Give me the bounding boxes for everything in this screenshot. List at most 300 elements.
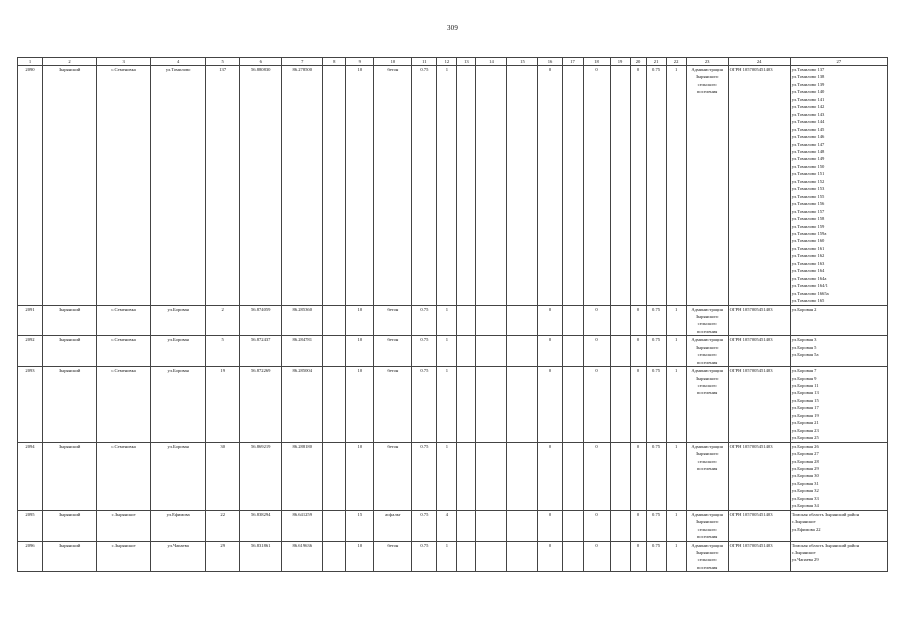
owner-line: сельского: [697, 557, 717, 563]
served-addresses-cell: [790, 510, 887, 541]
row-number: 2094: [18, 442, 43, 510]
page-number: 309: [446, 24, 459, 32]
row-number: 2096: [18, 541, 43, 572]
owner-line: Зырянского: [695, 550, 719, 555]
owner-line: Администрация: [691, 368, 723, 374]
empty-cell: [323, 367, 346, 443]
address-line: с.Зырянское: [791, 519, 816, 525]
settlement-cell: с.Зырянское: [97, 541, 151, 572]
zero-cell: 0: [630, 305, 646, 336]
address-line: ул.Боровая 34: [791, 503, 819, 509]
volume-cell: 0.75: [412, 66, 437, 306]
street-cell: ул.Чапаева: [151, 541, 206, 572]
address-line: ул.Боровая 5: [791, 344, 817, 350]
zero-cell: 0: [630, 66, 646, 306]
column-number: 22: [666, 58, 686, 66]
address-line: ул.Томилово 152: [791, 178, 825, 184]
table-row: [18, 305, 888, 336]
district-cell: Зырянский: [43, 336, 97, 367]
address-line: ул.Томилово 1665а: [791, 290, 829, 296]
owner-line: поселения: [696, 534, 718, 540]
surface-material-cell: бетон: [374, 541, 412, 572]
owner-cell: [686, 510, 728, 541]
owner-line: Администрация: [691, 67, 723, 72]
column-number: 9: [346, 58, 374, 66]
address-line: ул.Боровая 19: [791, 412, 819, 418]
zero-cell: 0: [630, 541, 646, 572]
house-cell: 137: [206, 66, 240, 306]
row-number: 2091: [18, 305, 43, 336]
district-cell: Зырянский: [43, 367, 97, 443]
address-line: ул.Боровая 32: [791, 488, 819, 494]
address-line: ул.Томилово 159: [791, 223, 825, 229]
longitude-cell: 86.641259: [282, 510, 323, 541]
settlement-cell: с.Семеновка: [97, 66, 151, 306]
owner-line: Зырянского: [695, 344, 719, 350]
empty-cell: [562, 510, 583, 541]
column-number: 14: [476, 58, 507, 66]
served-addresses-cell: [790, 442, 887, 510]
empty-cell: [457, 442, 476, 510]
street-cell: ул.Боровая: [151, 442, 206, 510]
owner-line: Зырянского: [695, 451, 719, 457]
area-cell: 10: [346, 541, 374, 572]
longitude-cell: 86.288180: [282, 442, 323, 510]
settlement-cell: с.Семеновка: [97, 367, 151, 443]
surface-material-cell: асфальт: [374, 510, 412, 541]
owner-line: Администрация: [691, 542, 723, 548]
surface-material-cell: бетон: [374, 336, 412, 367]
container-count-cell: 1: [437, 305, 457, 336]
empty-cell: [457, 367, 476, 443]
longitude-cell: 86.284781: [282, 336, 323, 367]
zero-cell: 0: [538, 367, 562, 443]
empty-cell: [610, 510, 630, 541]
container-count-cell: 4: [437, 510, 457, 541]
column-number: 7: [282, 58, 323, 66]
empty-cell: [562, 442, 583, 510]
owner-line: сельского: [697, 321, 717, 327]
owner-line: поселения: [696, 466, 718, 472]
address-line: ул.Боровая 21: [791, 420, 819, 426]
address-line: Томская область Зырянский район: [791, 511, 860, 517]
empty-cell: [476, 66, 507, 306]
latitude-cell: 56.831861: [240, 541, 282, 572]
address-line: ул.Томилово 164/1: [791, 283, 828, 289]
settlement-cell: с.Семеновка: [97, 336, 151, 367]
address-line: ул.Томилово 162: [791, 253, 825, 259]
empty-cell: [610, 442, 630, 510]
column-number: 3: [97, 58, 151, 66]
table-row: [18, 336, 888, 367]
surface-material-cell: бетон: [374, 442, 412, 510]
volume-cell: 0.75: [646, 305, 666, 336]
empty-cell: [562, 305, 583, 336]
address-line: ул.Боровая 33: [791, 495, 819, 501]
column-number: 21: [646, 58, 666, 66]
empty-cell: [457, 66, 476, 306]
empty-cell: [562, 66, 583, 306]
house-cell: 30: [206, 442, 240, 510]
address-line: ул.Томилово 137: [791, 67, 825, 72]
owner-line: Администрация: [691, 511, 723, 517]
ogrn-cell: ОГРН 1057005451403: [728, 305, 790, 336]
address-line: ул.Боровая 27: [791, 451, 819, 457]
empty-cell: [507, 442, 538, 510]
latitude-cell: 56.872437: [240, 336, 282, 367]
empty-cell: [507, 367, 538, 443]
zero-cell: 0: [538, 541, 562, 572]
address-line: ул.Боровая 17: [791, 405, 819, 411]
owner-cell: [686, 305, 728, 336]
zero-cell: 0: [630, 336, 646, 367]
owner-cell: [686, 541, 728, 572]
address-line: ул.Томилово 139: [791, 81, 825, 87]
owner-line: Зырянского: [695, 375, 719, 381]
address-line: ул.Ефимова 22: [791, 526, 821, 532]
area-cell: 15: [346, 510, 374, 541]
empty-cell: [610, 541, 630, 572]
empty-cell: [610, 367, 630, 443]
address-line: ул.Томилово 140: [791, 89, 825, 95]
empty-cell: [457, 305, 476, 336]
empty-cell: [323, 442, 346, 510]
ogrn-cell: ОГРН 1057005451403: [728, 367, 790, 443]
column-number: 23: [686, 58, 728, 66]
table-row: [18, 442, 888, 510]
column-number: 13: [457, 58, 476, 66]
address-line: ул.Томилово 164а: [791, 275, 827, 281]
address-line: ул.Томилово 151: [791, 171, 825, 177]
district-cell: Зырянский: [43, 442, 97, 510]
address-line: ул.Томилово 147: [791, 141, 825, 147]
empty-cell: [562, 367, 583, 443]
table-row: [18, 510, 888, 541]
owner-line: поселения: [696, 564, 718, 570]
ogrn-cell: ОГРН 1057005451403: [728, 541, 790, 572]
address-line: ул.Боровая 23: [791, 427, 819, 433]
empty-cell: [476, 442, 507, 510]
address-line: ул.Томилово 163: [791, 260, 825, 266]
register-body: [18, 66, 888, 572]
settlement-cell: с.Семеновка: [97, 442, 151, 510]
empty-cell: [323, 305, 346, 336]
empty-cell: [562, 541, 583, 572]
address-line: ул.Боровая 15: [791, 397, 819, 403]
owner-cell: [686, 336, 728, 367]
district-cell: Зырянский: [43, 510, 97, 541]
owner-line: сельского: [697, 383, 717, 389]
address-line: ул.Томилово 138: [791, 74, 825, 80]
table-row: [18, 367, 888, 443]
address-line: ул.Томилово 161: [791, 245, 825, 251]
column-number: 12: [437, 58, 457, 66]
owner-line: Зырянского: [695, 74, 719, 80]
count-cell: 1: [666, 336, 686, 367]
column-number: 18: [583, 58, 610, 66]
district-cell: Зырянский: [43, 541, 97, 572]
address-line: Томская область Зырянский район: [791, 542, 860, 548]
zero-cell: 0: [538, 336, 562, 367]
column-number: 15: [507, 58, 538, 66]
zero-cell: 0: [630, 510, 646, 541]
area-cell: 10: [346, 442, 374, 510]
address-line: ул.Боровая 7: [791, 368, 817, 374]
district-cell: Зырянский: [43, 305, 97, 336]
zero-cell: 0: [538, 442, 562, 510]
column-number: 8: [323, 58, 346, 66]
surface-material-cell: бетон: [374, 305, 412, 336]
served-addresses-cell: [790, 305, 887, 336]
container-count-cell: 1: [437, 66, 457, 306]
empty-cell: [457, 541, 476, 572]
address-line: ул.Боровая 11: [791, 383, 819, 389]
owner-line: Администрация: [691, 306, 723, 312]
area-cell: 10: [346, 336, 374, 367]
longitude-cell: 86.285360: [282, 305, 323, 336]
street-cell: ул.Ефимова: [151, 510, 206, 541]
house-cell: 22: [206, 510, 240, 541]
area-cell: 10: [346, 367, 374, 443]
served-addresses-cell: [790, 367, 887, 443]
column-number: 11: [412, 58, 437, 66]
owner-cell: [686, 66, 728, 306]
table-row: [18, 541, 888, 572]
settlement-cell: с.Зырянское: [97, 510, 151, 541]
owner-line: поселения: [696, 390, 718, 396]
address-line: ул.Боровая 26: [791, 443, 819, 449]
empty-cell: [476, 336, 507, 367]
count-cell: 1: [666, 305, 686, 336]
column-number: 17: [562, 58, 583, 66]
house-cell: 19: [206, 367, 240, 443]
zero-cell: 0: [538, 305, 562, 336]
latitude-cell: 56.838294: [240, 510, 282, 541]
ogrn-cell: ОГРН 1057005451403: [728, 442, 790, 510]
surface-material-cell: бетон: [374, 367, 412, 443]
address-line: ул.Томилово 150: [791, 163, 825, 169]
address-line: ул.Томилово 160: [791, 238, 825, 244]
address-line: ул.Томилово 157: [791, 208, 825, 214]
address-line: ул.Боровая 5а: [791, 352, 819, 358]
owner-line: сельского: [697, 81, 717, 87]
address-line: ул.Томилово 165: [791, 298, 825, 304]
empty-cell: [610, 336, 630, 367]
container-count-cell: 1: [437, 367, 457, 443]
address-line: ул.Томилово 141: [791, 96, 825, 102]
empty-cell: [610, 66, 630, 306]
owner-cell: [686, 367, 728, 443]
register-table: [17, 57, 888, 572]
address-line: ул.Томилово 153: [791, 186, 825, 192]
longitude-cell: 86.619636: [282, 541, 323, 572]
empty-cell: [507, 66, 538, 306]
ogrn-cell: ОГРН 1057005451403: [728, 510, 790, 541]
zero-cell: 0: [630, 367, 646, 443]
zero-cell: 0: [583, 305, 610, 336]
column-number: 27: [790, 58, 887, 66]
empty-cell: [562, 336, 583, 367]
zero-cell: 0: [583, 541, 610, 572]
count-cell: 1: [666, 541, 686, 572]
house-cell: 2: [206, 305, 240, 336]
volume-cell: 0.75: [412, 442, 437, 510]
container-count-cell: 1: [437, 442, 457, 510]
longitude-cell: 86.278500: [282, 66, 323, 306]
row-number: 2092: [18, 336, 43, 367]
volume-cell: 0.75: [412, 336, 437, 367]
address-line: ул.Томилово 143: [791, 111, 825, 117]
column-number-row: [18, 58, 888, 66]
container-count-cell: 1: [437, 336, 457, 367]
latitude-cell: 56.874059: [240, 305, 282, 336]
column-number: 2: [43, 58, 97, 66]
zero-cell: 0: [583, 336, 610, 367]
street-cell: ул.Томилово: [151, 66, 206, 306]
empty-cell: [323, 336, 346, 367]
address-line: ул.Томилово 164: [791, 268, 825, 274]
zero-cell: 0: [583, 66, 610, 306]
latitude-cell: 56.872269: [240, 367, 282, 443]
volume-cell: 0.75: [412, 367, 437, 443]
zero-cell: 0: [538, 66, 562, 306]
column-number: 4: [151, 58, 206, 66]
address-line: ул.Боровая 25: [791, 435, 819, 441]
zero-cell: 0: [630, 442, 646, 510]
empty-cell: [507, 336, 538, 367]
house-cell: 5: [206, 336, 240, 367]
volume-cell: 0.75: [646, 541, 666, 572]
address-line: ул.Томилово 149: [791, 156, 825, 162]
address-line: ул.Боровая 9: [791, 375, 817, 381]
address-line: ул.Томилово 155: [791, 193, 825, 199]
row-number: 2090: [18, 66, 43, 306]
empty-cell: [323, 510, 346, 541]
owner-line: Администрация: [691, 443, 723, 449]
owner-line: Зырянского: [695, 519, 719, 525]
address-line: с.Зырянское: [791, 550, 816, 555]
latitude-cell: 56.869219: [240, 442, 282, 510]
address-line: ул.Боровая 13: [791, 390, 819, 396]
street-cell: ул.Боровая: [151, 305, 206, 336]
column-number: 20: [630, 58, 646, 66]
address-line: ул.Томилово 159а: [791, 230, 827, 236]
empty-cell: [457, 336, 476, 367]
owner-line: сельского: [697, 352, 717, 358]
empty-cell: [323, 541, 346, 572]
column-number: 10: [374, 58, 412, 66]
owner-line: поселения: [696, 328, 718, 334]
volume-cell: 0.75: [646, 336, 666, 367]
zero-cell: 0: [583, 510, 610, 541]
column-number: 24: [728, 58, 790, 66]
volume-cell: 0.75: [646, 510, 666, 541]
empty-cell: [507, 541, 538, 572]
empty-cell: [323, 66, 346, 306]
column-number: 6: [240, 58, 282, 66]
owner-line: Администрация: [691, 337, 723, 343]
served-addresses-cell: [790, 66, 887, 306]
owner-cell: [686, 442, 728, 510]
empty-cell: [476, 510, 507, 541]
column-number: 1: [18, 58, 43, 66]
volume-cell: 0.75: [412, 541, 437, 572]
served-addresses-cell: [790, 336, 887, 367]
street-cell: ул.Боровая: [151, 336, 206, 367]
area-cell: 10: [346, 305, 374, 336]
address-line: ул.Чапаева 29: [791, 557, 819, 563]
address-line: ул.Томилово 146: [791, 134, 825, 140]
volume-cell: 0.75: [646, 367, 666, 443]
owner-line: Зырянского: [695, 313, 719, 319]
count-cell: 1: [666, 442, 686, 510]
column-number: 19: [610, 58, 630, 66]
area-cell: 10: [346, 66, 374, 306]
street-cell: ул.Боровая: [151, 367, 206, 443]
address-line: ул.Боровая 2: [791, 306, 817, 312]
address-line: ул.Боровая 31: [791, 480, 819, 486]
empty-cell: [610, 305, 630, 336]
zero-cell: 0: [538, 510, 562, 541]
table-row: [18, 66, 888, 306]
settlement-cell: с.Семеновка: [97, 305, 151, 336]
volume-cell: 0.75: [412, 510, 437, 541]
empty-cell: [457, 510, 476, 541]
empty-cell: [507, 510, 538, 541]
owner-line: поселения: [696, 89, 718, 95]
house-cell: 29: [206, 541, 240, 572]
address-line: ул.Боровая 28: [791, 458, 819, 464]
count-cell: 1: [666, 367, 686, 443]
address-line: ул.Томилово 142: [791, 104, 825, 110]
count-cell: 1: [666, 66, 686, 306]
empty-cell: [476, 541, 507, 572]
ogrn-cell: ОГРН 1057005451403: [728, 66, 790, 306]
address-line: ул.Боровая 30: [791, 473, 819, 479]
count-cell: 1: [666, 510, 686, 541]
latitude-cell: 56.880830: [240, 66, 282, 306]
owner-line: поселения: [696, 359, 718, 365]
column-number: 5: [206, 58, 240, 66]
owner-line: сельского: [697, 458, 717, 464]
column-number: 16: [538, 58, 562, 66]
owner-line: сельского: [697, 526, 717, 532]
address-line: ул.Томилово 144: [791, 119, 825, 125]
address-line: ул.Боровая 3: [791, 337, 817, 343]
ogrn-cell: ОГРН 1057005451403: [728, 336, 790, 367]
volume-cell: 0.75: [646, 66, 666, 306]
district-cell: Зырянский: [43, 66, 97, 306]
row-number: 2095: [18, 510, 43, 541]
zero-cell: 0: [583, 442, 610, 510]
empty-cell: [476, 367, 507, 443]
volume-cell: 0.75: [646, 442, 666, 510]
address-line: ул.Томилово 148: [791, 148, 825, 154]
empty-cell: [476, 305, 507, 336]
address-line: ул.Томилово 145: [791, 126, 825, 132]
address-line: ул.Томилово 158: [791, 216, 825, 222]
row-number: 2093: [18, 367, 43, 443]
longitude-cell: 86.285004: [282, 367, 323, 443]
zero-cell: 0: [583, 367, 610, 443]
volume-cell: 0.75: [412, 305, 437, 336]
empty-cell: [507, 305, 538, 336]
address-line: ул.Томилово 156: [791, 201, 825, 207]
surface-material-cell: бетон: [374, 66, 412, 306]
served-addresses-cell: [790, 541, 887, 572]
address-line: ул.Боровая 29: [791, 466, 819, 472]
container-count-cell: 1: [437, 541, 457, 572]
